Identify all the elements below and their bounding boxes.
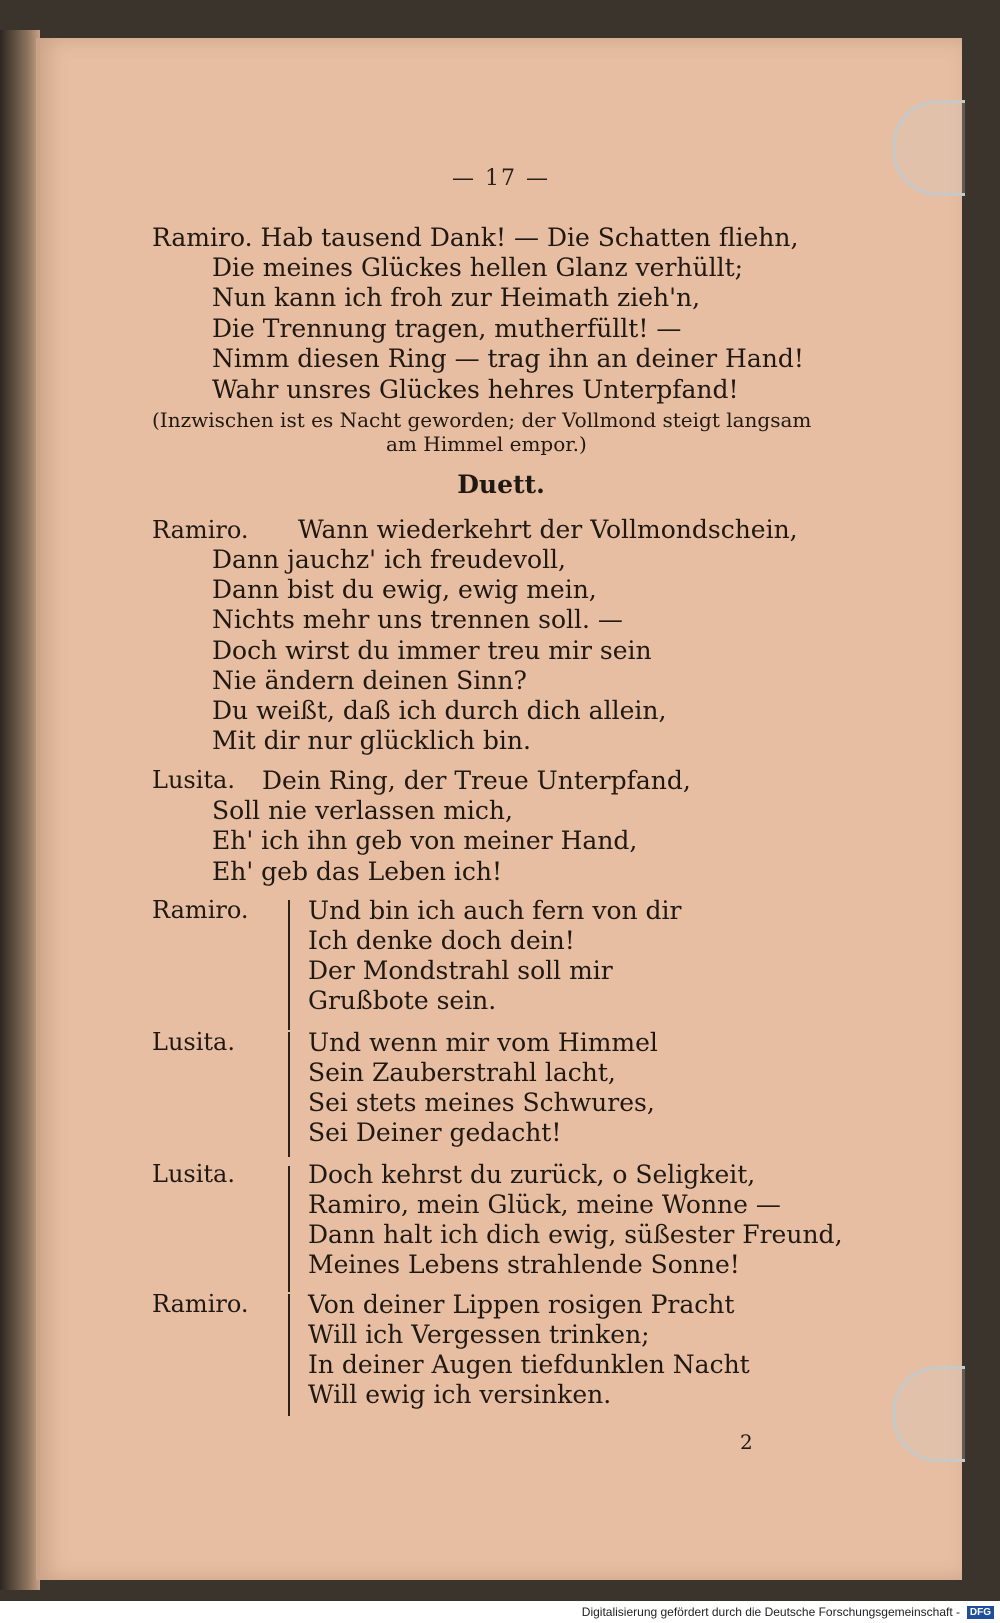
text-line: Nun kann ich froh zur Heimath zieh'n, <box>212 283 701 312</box>
brace-line <box>288 1032 298 1157</box>
verse-line: Meines Lebens strahlende Sonne! <box>308 1250 740 1279</box>
speaker-name: Ramiro. <box>152 516 249 544</box>
page-number: — 17 — <box>452 166 550 191</box>
footer-credit: Digitalisierung gefördert durch die Deutsche Forschungsgemeinschaft - <box>0 1601 1000 1623</box>
book-page <box>36 38 962 1580</box>
signature-mark: 2 <box>740 1430 753 1454</box>
verse-line: Ramiro, mein Glück, meine Wonne — <box>308 1190 781 1219</box>
verse-line: Doch wirst du immer treu mir sein <box>212 636 652 665</box>
brace-line <box>288 1166 298 1292</box>
section-title: Duett. <box>457 470 545 499</box>
verse-line: Soll nie verlassen mich, <box>212 796 513 825</box>
stage-direction: am Himmel empor.) <box>386 432 587 456</box>
speaker-name: Lusita. <box>152 1028 235 1056</box>
speaker-name: Lusita. <box>152 1160 235 1188</box>
verse-line: Und bin ich auch fern von dir <box>308 896 682 925</box>
verse-line: Nie ändern deinen Sinn? <box>212 666 527 695</box>
verse-line: Du weißt, daß ich durch dich allein, <box>212 696 667 725</box>
brace-line <box>288 900 298 1030</box>
verse-line: Will ewig ich versinken. <box>308 1380 612 1409</box>
text-line: Die meines Glückes hellen Glanz verhüllt; <box>212 253 744 282</box>
verse-line: Dein Ring, der Treue Unterpfand, <box>262 766 691 795</box>
verse-line: Nichts mehr uns trennen soll. — <box>212 605 623 634</box>
verse-line: Will ich Vergessen trinken; <box>308 1320 650 1349</box>
brace-line <box>288 1294 298 1416</box>
verse-line: Der Mondstrahl soll mir <box>308 956 613 985</box>
verse-line: Mit dir nur glücklich bin. <box>212 726 531 755</box>
verse-line: Doch kehrst du zurück, o Seligkeit, <box>308 1160 756 1189</box>
verse-line: Grußbote sein. <box>308 986 497 1015</box>
verse-line: Dann jauchz' ich freudevoll, <box>212 545 567 574</box>
speaker-name: Ramiro. <box>152 896 249 924</box>
verse-line: Sei stets meines Schwures, <box>308 1088 655 1117</box>
verse-line: In deiner Augen tiefdunklen Nacht <box>308 1350 750 1379</box>
verse-line: Und wenn mir vom Himmel <box>308 1028 658 1057</box>
dfg-logo: DFG <box>967 1606 994 1619</box>
book-spine <box>0 30 40 1590</box>
text-line: Nimm diesen Ring — trag ihn an deiner Hand! <box>212 344 804 373</box>
text-line: Wahr unsres Glückes hehres Unterpfand! <box>212 375 739 404</box>
verse-line: Sein Zauberstrahl lacht, <box>308 1058 616 1087</box>
speaker-name: Lusita. <box>152 766 235 794</box>
verse-line: Von deiner Lippen rosigen Pracht <box>308 1290 735 1319</box>
verse-line: Eh' geb das Leben ich! <box>212 857 502 886</box>
verse-line: Wann wiederkehrt der Vollmondschein, <box>298 515 798 544</box>
stage-direction: (Inzwischen ist es Nacht geworden; der Vollmond steigt langsam <box>152 408 812 432</box>
verse-line: Dann bist du ewig, ewig mein, <box>212 575 597 604</box>
text-line: Ramiro. Hab tausend Dank! — Die Schatten fliehn, <box>152 223 799 252</box>
verse-line: Eh' ich ihn geb von meiner Hand, <box>212 826 638 855</box>
text-line: Die Trennung tragen, mutherfüllt! — <box>212 314 682 343</box>
verse-line: Ich denke doch dein! <box>308 926 575 955</box>
verse-line: Dann halt ich dich ewig, süßester Freund, <box>308 1220 843 1249</box>
speaker-name: Ramiro. <box>152 1290 249 1318</box>
verse-line: Sei Deiner gedacht! <box>308 1118 562 1147</box>
